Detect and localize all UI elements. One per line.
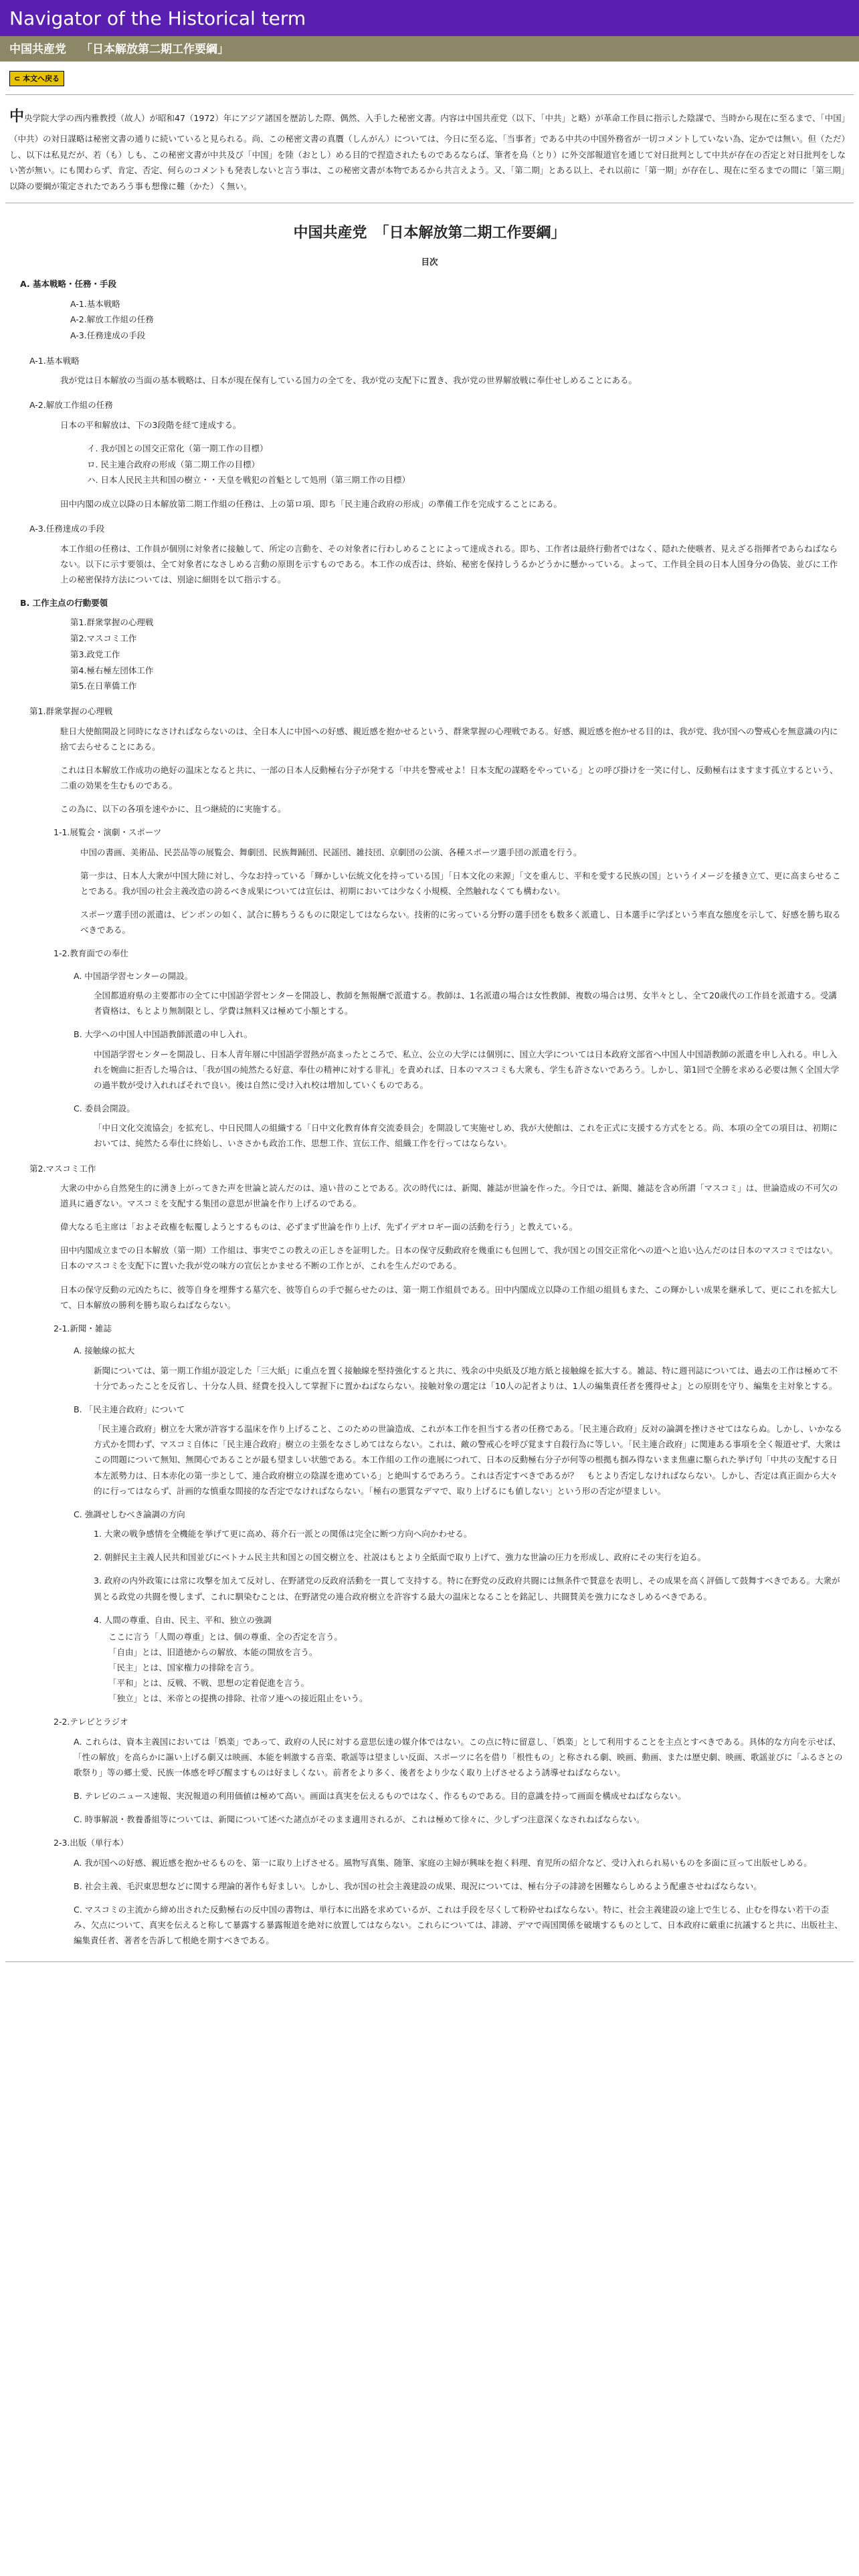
toc-link-a2[interactable]: A-2.解放工作組の任務 — [70, 314, 154, 325]
b2-heading: 第2.マスコミ工作 — [29, 1163, 96, 1174]
b21-c-nested-item: 「自由」とは、旧道徳からの解放、本能の開放を言う。 — [108, 1646, 318, 1657]
b2-paragraph: 大衆の中から自然発生的に湧き上がってきた声を世論と読んだのは、遠い昔のことである。次の時代には、新聞、雑誌が世論を作った。今日では、新聞、雑誌を含め所謂「マスコミ」は、世論造成の不可欠の道具に過ぎない。マスコミを支配する集団の意思が世論を作り上げるのである。 — [60, 1182, 838, 1209]
header-org: 中国共産党 — [9, 43, 66, 56]
document-body — [0, 278, 859, 1948]
site-title-bar — [0, 0, 859, 36]
a2-heading: A-2.解放工作組の任務 — [29, 400, 113, 411]
b22-item: A. これらは、資本主義国においては「娯楽」であって、政府の人民に対する意思伝達の媒介体ではない。この点に特に留意し、「娯楽」として利用することを主点とすべきである。具体的な方向を示せば、「性の解放」を高らかに謳い上げる劇又は映画、本能を刺激する音楽、歌謡等は望ましい反面、スポーツに名を借り「根性もの」と称される劇、映画、動画、または歴史劇、映画、歌謡並びに「ふるさとの歌祭り」等の郷土愛、民族一体感を呼び醒ますものは好ましくない。前者をより多く、後者をより少なく取り上げさせるよう誘導せねばならない。 — [74, 1736, 843, 1778]
b23-item: B. 社会主義、毛沢東思想などに関する理論的著作も好ましい。しかし、我が国の社会主義建設の成果、現況については、極右分子の誹謗を困難ならしめるよう配慮させねばならない。 — [74, 1881, 762, 1891]
b21-b-heading: B. 「民主連合政府」について — [74, 1404, 185, 1414]
b2-paragraph: 偉大なる毛主席は「およそ政権を転覆しようとするものは、必ずまず世論を作り上げ、先ずイデオロギー面の活動を行う」と教えている。 — [60, 1222, 578, 1232]
document-title: 中国共産党 「日本解放第二期工作要綱」 — [293, 224, 566, 241]
b12-a-text: 全国都道府県の主要都市の全てに中国語学習センターを開設し、教師を無報酬で派遣する。教師は、1名派遣の場合は女性教師、複数の場合は男、女半々とし、全て20歳代の工作員を派遣する。受講者資格は、もとより無制限とし、学費は無料又は極めて小額とする。 — [94, 990, 837, 1016]
toc-link-a3[interactable]: A-3.任務達成の手段 — [70, 330, 146, 341]
b22-item: B. テレビのニュース速報、実況報道の利用価値は極めて高い。画面は真実を伝えるものではなく、作るものである。目的意識を持って画面を構成せねばならない。 — [74, 1791, 686, 1802]
a2-item: イ. 我が国との国交正常化（第一期工作の目標） — [87, 443, 268, 453]
b2-paragraph: 日本の保守反動の元凶たちに、彼等自身を埋葬する墓穴を、彼等自らの手で掘らせたのは、第一期工作組員である。田中内閣成立以降の工作組の組員もまた、この輝かしい成果を継承して、更にこれを拡大して、日本解放の勝利を勝ち取らねばならない。 — [60, 1284, 838, 1310]
b1-heading: 第1.群衆掌握の心理戦 — [29, 706, 113, 717]
b21-b-text: 「民主連合政府」樹立を大衆が許容する温床を作り上げること、このための世論造成、これが本工作を担当する者の任務である。「民主連合政府」反対の論調を挫けさせてはならぬ。しかし、いかなる方式かを問わず、マスコミ自体に「民主連合政府」樹立の主張をなさしめてはならない。これは、敵の警戒心を呼び覚ます自殺行為に等しい。「民主連合政府」に関連ある事項を全く報道せず、大衆はこの問題について無知、無関心であることが最も望ましい状態である。本工作組の工作の進展につれて、日本の反動極右分子が何等の根拠も掴み得ないまま焦慮に駆られた挙げ句「中共の支配する日本左派勢力は、日本赤化の第一歩として、連合政府樹立の陰謀を進めている」と絶叫するであろう。これは否定すべきであるが？ もとより否定しなければならない。しかし、否定は真正面から大々的に行ってはならず、計画的な慎重な間接的な否定でなければならない。「極右の悪質なデマで、取り上げるにも値しない」という形の否定が望ましい。 — [94, 1424, 842, 1496]
b2-paragraph: 田中内閣成立までの日本解放（第一期）工作組は、事実でこの教えの正しさを証明した。日本の保守反動政府を幾重にも包囲して、我が国との国交正常化への道へと追い込んだのは日本のマスコミではない。日本のマスコミを支配下に置いた我が党の味方の宣伝とかませる不断の工作とが、これを生んだのである。 — [60, 1245, 838, 1271]
b22-list — [74, 1734, 843, 1828]
b22-heading: 2-2.テレビとラジオ — [54, 1717, 128, 1727]
b21-c-item-4 — [94, 1612, 843, 1707]
toc-link-b3[interactable]: 第3.政党工作 — [70, 649, 120, 659]
b21-c-nested-list — [108, 1629, 843, 1707]
section-b-toc — [70, 615, 843, 694]
b12-heading: 1-2.教育面での奉仕 — [54, 948, 128, 959]
b12-b-text: 中国語学習センターを開設し、日本人青年層に中国語学習熱が高まったところで、私立、公立の大学には個別に、国立大学については日本政府文部省へ中国人中国語教師の派遣を申し入れる。申し入れを婉曲に拒否した場合は、「我が国の純然たる好意、奉仕の精神に対する非礼」を責めれば、日本のマスコミも大衆も、学生も許さないであろう。しかし、第1回で全勝を求める必要は無く全国大学の過半数が受け入れればそれで良い。後は自然に受け入れ校は増加していくものである。 — [94, 1049, 840, 1090]
b21-c-item: 3. 政府の内外政策には常に攻撃を加えて反対し、在野諸党の反政府活動を一貫して支持する。特に在野党の反政府共闘には無条件で賛意を表明し、その成果を高く評価して鼓舞すべきである。大衆が異とる政党の共闘を慢しまず、これに馴染むことは、在野諸党の連合政府樹立を許容する最大の温床となることを銘記し、共闘賛美を強力になさしめるべきである。 — [94, 1576, 840, 1602]
a3-text: 本工作組の任務は、工作員が個別に対象者に接触して、所定の言動を、その対象者に行わしめることによって達成される。即ち、工作者は最終行動者ではなく、隠れた使嗾者、見えざる指揮者であらねばならない。以下に示す要領は、全て対象者になさしめる言動の原則を示すものである。本工作の成否は、終始、秘密を保持しうるかどうかに懸かっている。よって、工作員全員の日本人国身分の偽装、並びに工作上の秘密保持方法については、別途に細則を以て指示する。 — [60, 543, 838, 584]
b23-item: A. 我が国への好感、親近感を抱かせるものを、第一に取り上げさせる。風物写真集、随筆、家庭の主婦が興味を抱く料理、育児所の紹介など、受け入れられ易いものを多面に亘って出版せしめる。 — [74, 1857, 812, 1868]
a3-heading: A-3.任務達成の手段 — [29, 524, 105, 534]
b11-heading: 1-1.展覧会・演劇・スポーツ — [54, 827, 162, 838]
b21-c-item: 2. 朝鮮民主主義人民共和国並びにベトナム民主共和国との国交樹立を、社説はもとより全紙面で取り上げて、強力な世論の圧力を形成し、政府にその実行を迫る。 — [94, 1552, 706, 1563]
section-a-toc — [70, 296, 843, 344]
b12-c-heading: C. 委員会開設。 — [74, 1103, 135, 1113]
b21-heading: 2-1.新聞・雑誌 — [54, 1323, 112, 1333]
a2-items — [87, 441, 843, 488]
b21-a-text: 新聞については、第一期工作組が設定した「三大紙」に重点を置く接触線を堅持強化すると共に、残余の中央紙及び地方紙と接触線を拡大する。雑誌、特に週刊誌については、過去の工作は極めて不十分であったことを反省し、十分な人員、経費を投入して掌握下に置かねばならない。接触対象の選定は「10人の記者よりは、1人の編集責任者を獲得せよ」との原則を守り、編集を主対象とする。 — [94, 1365, 838, 1391]
back-arrow-icon: ⊂ — [14, 74, 23, 83]
b21-c-heading: C. 強調せしむべき論調の方向 — [74, 1509, 185, 1519]
a2-item: ハ. 日本人民民主共和国の樹立・・天皇を戦犯の首魁として処刑（第三期工作の目標） — [87, 475, 410, 486]
document-header — [0, 36, 859, 62]
a2-text-1: 日本の平和解放は、下の3段階を経て達成する。 — [60, 419, 242, 430]
b12-b-heading: B. 大学への中国人中国語教師派遣の申し入れ。 — [74, 1029, 253, 1040]
intro-text: 央学院大学の西内雅教授（故人）が昭和47（1972）年にアジア諸国を歴訪した際、偶然、入手した秘密文書。内容は中国共産党（以下、「中共」と略）が革命工作員に指示した陰謀で、当時から現在に至るまで、「中国」（中共）の対日謀略は秘密文書の通りに続いていると見られる。尚、この秘密文書の真贋（しんがん）については、今日に至る迄、「当事者」である中共の中国外務省が一切コメントしていない為、定かでは無い。但（ただ）し、以下は私見だが、若（も）しも、この秘密文書が中共及び「中国」を陸（おとし）める目的で捏造されたものであるならば、筆者を鳥（とり）に外交部報道官を通じて対日批判として中共が存在の否定と対日批判をしない筈が無い。にも関わらず、肯定、否定、何らのコメントも発表しないと言う事は、この秘密文書が本物であるから共言えよう。又、「第二期」とある以上、それ以前に「第一期」が存在し、現在に至るまでの間に「第三期」以降の要綱が策定されたであろう事も想像に難（かた）く無い。 — [9, 113, 846, 192]
b23-item: C. マスコミの主流から締め出された反動極右の反中国の書物は、単行本に出路を求めているが、これは手段を尽くして粉砕せねばならない。特に、社会主義建設の途上で生じる、止むを得ない若干の歪み、欠点について、真実を伝えると称して暴露する暴露報道を絶対に放置してはならない。これらについては、誹謗、デマで両国関係を破壊するものとして、日本政府に厳重に抗議すると共に、出版社主、編集責任者、著者を告訴して根絶を期すべきである。 — [74, 1905, 843, 1946]
divider-top — [5, 94, 854, 95]
b12-c-text: 「中日文化交流協会」を拡充し、中日民間人の組織する「日中文化教育体育交流委員会」を開設して実施せしめ、我が大使館は、これを正式に支援する方式をとる。尚、本項の全ての項目は、初期においては、純然たる奉仕に終始し、いささかも政治工作、思想工作、宣伝工作、組織工作を行ってはならない。 — [94, 1123, 838, 1149]
b12-a-heading: A. 中国語学習センターの開設。 — [74, 970, 193, 981]
b22-item: C. 時事解説・教養番組等については、新聞について述べた諸点がそのまま適用されるが、これは極めて徐々に、少しずつ注意深くなされねばならない。 — [74, 1814, 645, 1825]
b1-paragraph: 駐日大使館開設と同時になさければならないのは、全日本人に中国への好感、親近感を抱かせるという、群衆掌握の心理戦である。好感、親近感を抱かせる目的は、我が党、我が国への警戒心を無意識の内に捨て去らせることにある。 — [60, 726, 838, 752]
toc-link-b2[interactable]: 第2.マスコミ工作 — [70, 633, 137, 644]
toc-link-b1[interactable]: 第1.群衆掌握の心理戦 — [70, 617, 154, 628]
divider-bottom — [5, 1961, 854, 1962]
back-button-label: 本文へ戻る — [23, 74, 60, 83]
back-to-text-button[interactable] — [9, 71, 64, 86]
a2-text-2: 田中内閣の成立以降の日本解放第二期工作組の任務は、上の第ロ項、即ち「民主連合政府の形成」の準備工作を完成することにある。 — [60, 499, 563, 510]
intro-paragraph — [0, 103, 859, 195]
toc-link-b4[interactable]: 第4.極右極左団体工作 — [70, 665, 154, 675]
site-title: Navigator of the Historical term — [9, 7, 306, 29]
section-a-heading: A. 基本戦略・任務・手段 — [20, 279, 117, 290]
b1-paragraph: これは日本解放工作成功の絶好の温床となると共に、一部の日本人反動極右分子が発する「中共を警戒せよ！日本支配の謀略をやっている」との呼び掛けを一笑に付し、反動極右はますます孤立するという、二重の効果を生むものである。 — [60, 764, 838, 790]
a1-text: 我が党は日本解放の当面の基本戦略は、日本が現在保有している国力の全てを、我が党の支配下に置き、我が党の世界解放戦に奉仕せしめることにある。 — [60, 375, 638, 386]
b21-c-list — [94, 1526, 843, 1706]
b21-c-nested-item: 「独立」とは、米帝との提携の排除、社帝ソ連への接近阻止をいう。 — [108, 1693, 368, 1704]
b21-c-nested-item: 「平和」とは、反戦、不戦、思想の定着促進を言う。 — [108, 1678, 310, 1689]
toc-link-b5[interactable]: 第5.在日華僑工作 — [70, 681, 137, 691]
b21-c-nested-item: 「民主」とは、国家権力の排除を言う。 — [108, 1662, 260, 1673]
b11-paragraph: 第一歩は、日本人大衆が中国大陸に対し、今なお持っている「輝かしい伝統文化を持っている国」「日本文化の来源」「文を重んじ、平和を愛する民族の国」というイメージを掻き立て、更に高まらせることである。我が国の社会主義改造の誇るべき成果については宣伝は、初期においては少なく小規模、全然触れなくても構わない。 — [80, 870, 841, 896]
a1-heading: A-1.基本戦略 — [29, 355, 80, 366]
b1-paragraph: この為に、以下の各項を速やかに、且つ継続的に実施する。 — [60, 804, 286, 815]
b11-paragraph: スポーツ選手団の派遣は、ピンポンの如く、試合に勝ちうるものに限定してはならない。技術的に劣っている分野の選手団をも数多く派遣し、日本選手に学ばという率直な態度を示して、好感を勝ち取るべきである。 — [80, 909, 841, 936]
b21-c-nested-item: ここに言う「人間の尊重」とは、個の尊重、全の否定を言う。 — [108, 1631, 343, 1642]
toc-heading: 目次 — [421, 256, 438, 267]
intro-dropcap: 中 — [9, 108, 25, 126]
toc-link-a1[interactable]: A-1.基本戦略 — [70, 298, 120, 309]
section-b-heading: B. 工作主点の行動要領 — [20, 598, 108, 609]
b23-list — [74, 1855, 843, 1949]
b11-paragraph: 中国の書画、美術品、民芸品等の展覧会、舞劇団、民族舞踊団、民謡団、雑技団、京劇団の公演、各種スポーツ選手団の派遣を行う。 — [80, 847, 582, 857]
b21-a-heading: A. 接触線の拡大 — [74, 1346, 135, 1356]
b21-c-item-4-label: 4. 人間の尊重、自由、民主、平和、独立の強調 — [94, 1614, 272, 1625]
a2-item: ロ. 民主連合政府の形成（第二期工作の目標） — [87, 459, 260, 469]
b21-c-item: 1. 大衆の戦争感情を全機能を挙げて更に高め、蒋介石一派との関係は完全に断つ方向へ向かわせる。 — [94, 1529, 472, 1539]
b23-heading: 2-3.出版（単行本） — [54, 1838, 128, 1848]
header-doc-title: 「日本解放第二期工作要綱」 — [81, 43, 229, 56]
